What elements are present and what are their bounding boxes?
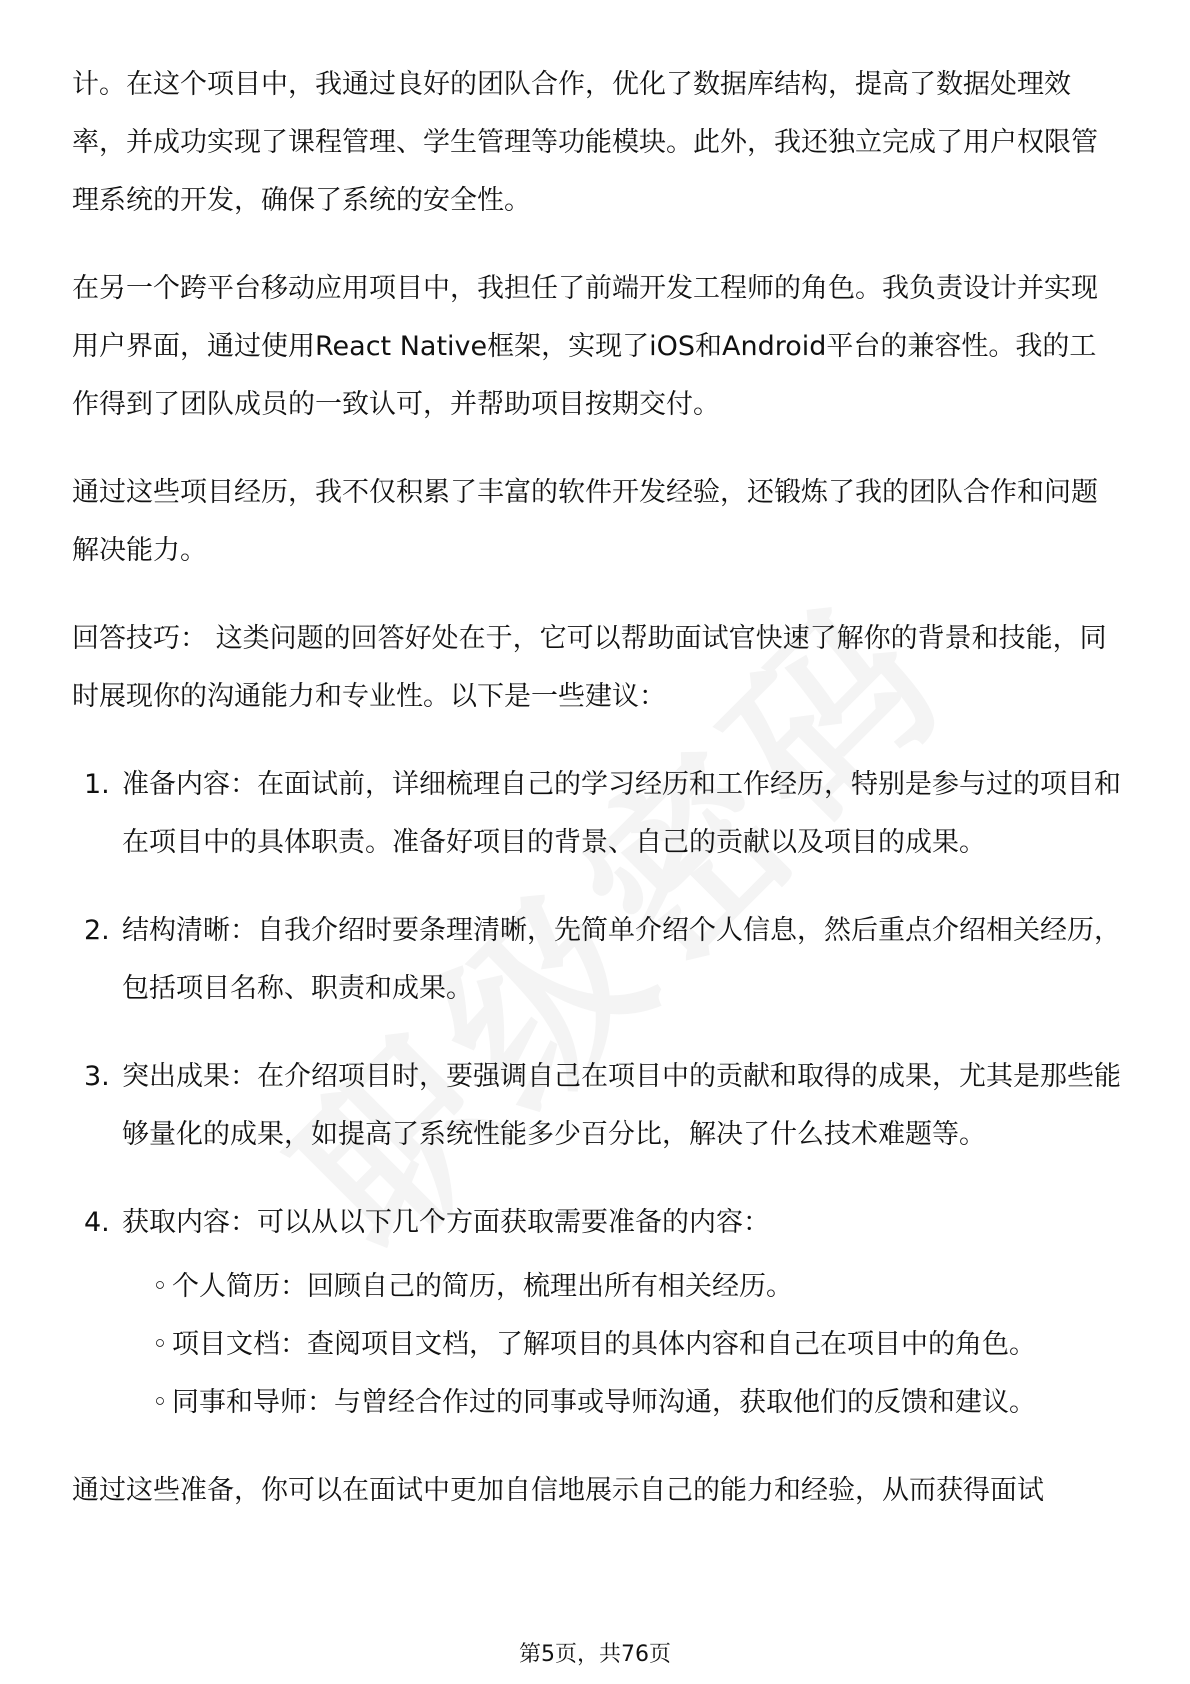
list-item-text: 获取内容：可以从以下几个方面获取需要准备的内容： (122, 1207, 770, 1238)
tips-list (72, 756, 1122, 1432)
paragraph-summary: 通过这些项目经历，我不仅积累了丰富的软件开发经验，还锻炼了我的团队合作和问题解决能力。 (72, 477, 1098, 566)
sub-list-item-text: 项目文档：查阅项目文档，了解项目的具体内容和自己在项目中的角色。 (172, 1329, 1036, 1360)
sub-list-item-text: 同事和导师：与曾经合作过的同事或导师沟通，获取他们的反馈和建议。 (172, 1387, 1036, 1418)
list-item (72, 1048, 1122, 1164)
sub-list (122, 1258, 1122, 1432)
paragraph-project-1: 计。在这个项目中，我通过良好的团队合作，优化了数据库结构，提高了数据处理效率，并成功实现了课程管理、学生管理等功能模块。此外，我还独立完成了用户权限管理系统的开发，确保了系统的安全性。 (72, 69, 1098, 216)
list-number: 4. (84, 1207, 110, 1238)
list-item (72, 756, 1122, 872)
sub-list-item (152, 1258, 1122, 1316)
page-number: 第5页，共76页 (519, 1642, 671, 1667)
sub-list-item (152, 1374, 1122, 1432)
paragraph-closing: 通过这些准备，你可以在面试中更加自信地展示自己的能力和经验，从而获得面试 (72, 1475, 1044, 1506)
list-item-text: 准备内容：在面试前，详细梳理自己的学习经历和工作经历，特别是参与过的项目和在项目中的具体职责。准备好项目的背景、自己的贡献以及项目的成果。 (122, 769, 1121, 858)
list-number: 3. (84, 1061, 110, 1092)
list-item (72, 1194, 1122, 1432)
hollow-bullet-icon: ◦ (152, 1329, 168, 1360)
list-number: 2. (84, 915, 110, 946)
sub-list-item-text: 个人简历：回顾自己的简历，梳理出所有相关经历。 (172, 1271, 793, 1302)
paragraph-answer-tips: 回答技巧： 这类问题的回答好处在于，它可以帮助面试官快速了解你的背景和技能，同时展现你的沟通能力和专业性。以下是一些建议： (72, 623, 1107, 712)
list-number: 1. (84, 769, 110, 800)
page-content (72, 56, 1122, 1550)
paragraph-project-2: 在另一个跨平台移动应用项目中，我担任了前端开发工程师的角色。我负责设计并实现用户界面，通过使用React Native框架，实现了iOS和Android平台的兼容性。我的工作得到了团队成员的一致认可，并帮助项目按期交付。 (72, 273, 1098, 420)
hollow-bullet-icon: ◦ (152, 1387, 168, 1418)
hollow-bullet-icon: ◦ (152, 1271, 168, 1302)
list-item-text: 突出成果：在介绍项目时，要强调自己在项目中的贡献和取得的成果，尤其是那些能够量化的成果，如提高了系统性能多少百分比，解决了什么技术难题等。 (122, 1061, 1121, 1150)
list-item (72, 902, 1122, 1018)
sub-list-item (152, 1316, 1122, 1374)
list-item-text: 结构清晰：自我介绍时要条理清晰，先简单介绍个人信息，然后重点介绍相关经历，包括项目名称、职责和成果。 (122, 915, 1121, 1004)
